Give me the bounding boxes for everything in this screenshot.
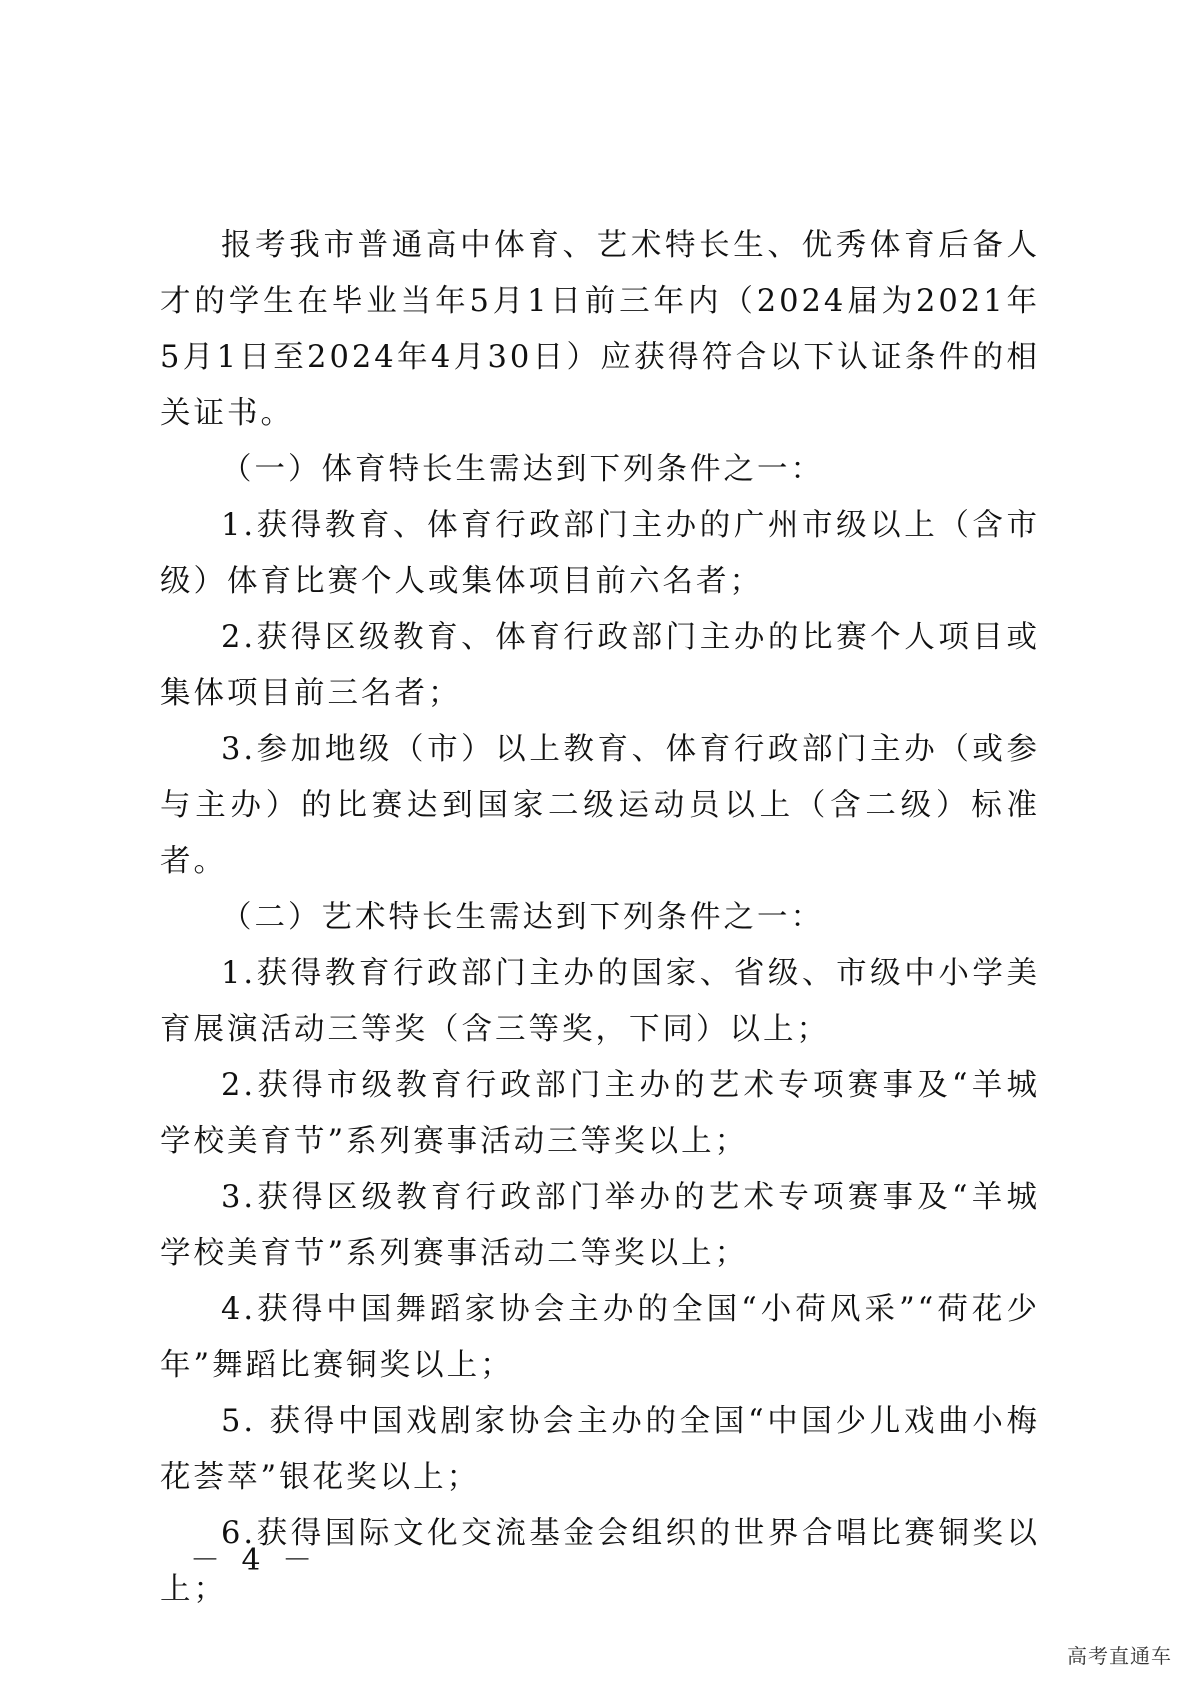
page-number: － 4 － xyxy=(190,1543,319,1578)
sports-condition-1: 1.获得教育、体育行政部门主办的广州市级以上（含市级）体育比赛个人或集体项目前六名者； xyxy=(160,508,1040,599)
section-heading-sports: （一）体育特长生需达到下列条件之一： xyxy=(221,452,824,487)
arts-condition-4: 4.获得中国舞蹈家协会主办的全国“小荷风采”“荷花少年”舞蹈比赛铜奖以上； xyxy=(160,1292,1040,1383)
sports-condition-2: 2.获得区级教育、体育行政部门主办的比赛个人项目或集体项目前三名者； xyxy=(160,620,1040,711)
arts-condition-5: 5. 获得中国戏剧家协会主办的全国“中国少儿戏曲小梅花荟萃”银花奖以上； xyxy=(160,1404,1040,1495)
document-body xyxy=(160,218,1040,1618)
arts-condition-2: 2.获得市级教育行政部门主办的艺术专项赛事及“羊城学校美育节”系列赛事活动三等奖以上； xyxy=(160,1068,1040,1159)
section-heading-arts: （二）艺术特长生需达到下列条件之一： xyxy=(221,900,824,935)
sports-condition-3: 3.参加地级（市）以上教育、体育行政部门主办（或参与主办）的比赛达到国家二级运动员以上（含二级）标准者。 xyxy=(160,732,1040,879)
arts-condition-6: 6.获得国际文化交流基金会组织的世界合唱比赛铜奖以上； xyxy=(160,1516,1040,1607)
arts-condition-3: 3.获得区级教育行政部门举办的艺术专项赛事及“羊城学校美育节”系列赛事活动二等奖以上； xyxy=(160,1180,1040,1271)
watermark: 高考直通车 xyxy=(1067,1644,1172,1668)
arts-condition-1: 1.获得教育行政部门主办的国家、省级、市级中小学美育展演活动三等奖（含三等奖，下同）以上； xyxy=(160,956,1040,1047)
intro-paragraph: 报考我市普通高中体育、艺术特长生、优秀体育后备人才的学生在毕业当年5月1日前三年内（2024届为2021年5月1日至2024年4月30日）应获得符合以下认证条件的相关证书。 xyxy=(160,228,1040,431)
